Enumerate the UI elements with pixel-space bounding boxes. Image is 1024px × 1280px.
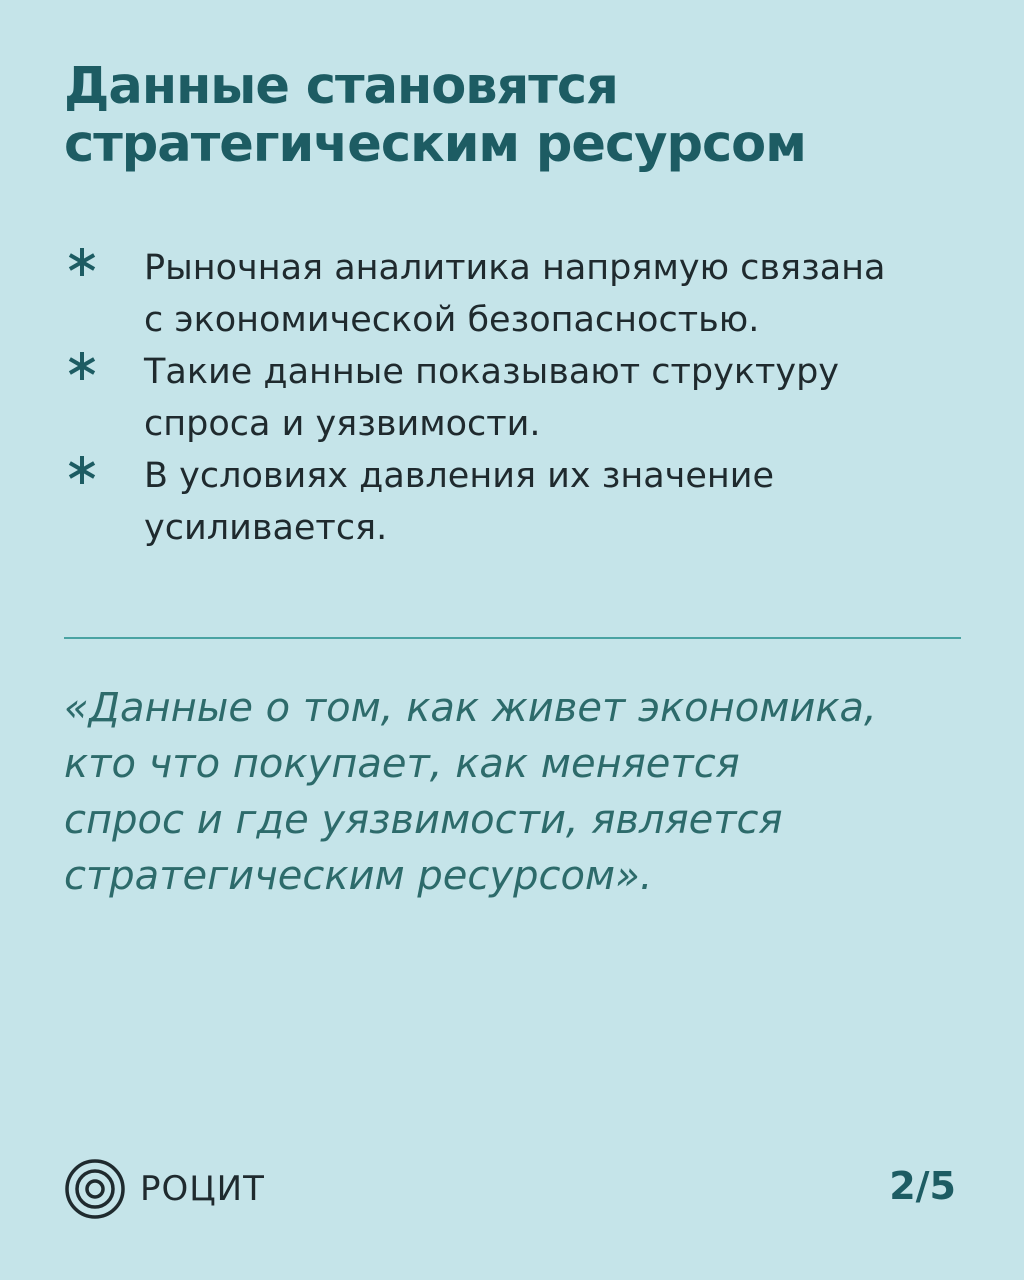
bullet-3-line-2: усиливается. — [144, 508, 388, 548]
asterisk-icon — [64, 452, 100, 488]
bullet-text — [144, 242, 964, 346]
quote-line-4: стратегическим ресурсом». — [64, 853, 653, 899]
bullet-2-line-2: спроса и уязвимости. — [144, 404, 541, 444]
title-line-2: стратегическим ресурсом — [64, 115, 806, 174]
quote-line-1: «Данные о том, как живет экономика, — [64, 685, 877, 731]
bullet-list — [64, 242, 964, 554]
bullet-2-line-1: Такие данные показывают структуру — [144, 352, 839, 392]
bullet-item-3 — [64, 450, 964, 554]
bullet-item-2 — [64, 346, 964, 450]
divider — [64, 637, 961, 639]
brand-logo — [64, 1158, 265, 1220]
bullet-text — [144, 346, 964, 450]
bullet-text — [144, 450, 964, 554]
quote-line-3: спрос и где уязвимости, является — [64, 797, 783, 843]
page-title — [64, 58, 964, 174]
bullet-1-line-1: Рыночная аналитика напрямую связана — [144, 248, 886, 288]
bullet-1-line-2: с экономической безопасностью. — [144, 300, 760, 340]
bullet-3-line-1: В условиях давления их значение — [144, 456, 775, 496]
asterisk-icon — [64, 348, 100, 384]
quote-line-2: кто что покупает, как меняется — [64, 741, 740, 787]
quote-block — [64, 680, 974, 904]
concentric-circles-icon — [64, 1158, 126, 1220]
title-line-1: Данные становятся — [64, 57, 618, 116]
brand-name: РОЦИТ — [140, 1169, 265, 1209]
page-counter: 2/5 — [889, 1164, 956, 1208]
asterisk-icon — [64, 244, 100, 280]
bullet-item-1 — [64, 242, 964, 346]
